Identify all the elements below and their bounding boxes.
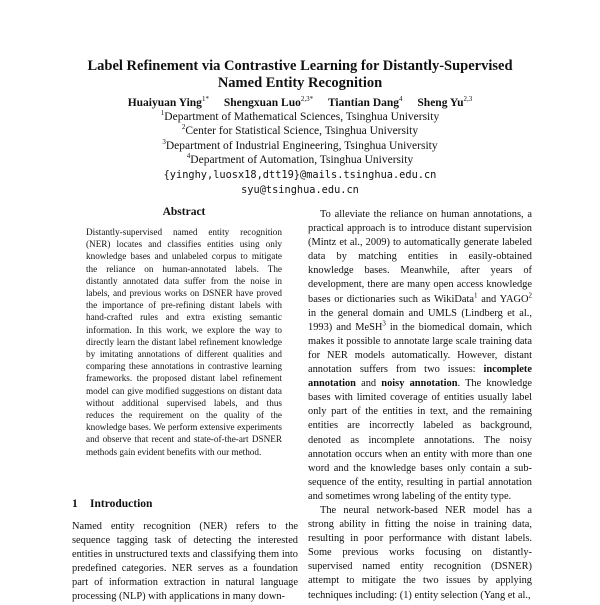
affiliation [0,139,600,153]
paper-title [0,58,600,92]
author-sup: 1* [201,95,209,104]
title-line-1: Label Refinement via Contrastive Learning for Distantly-Supervised [87,58,513,74]
paragraph: The neural network-based NER model has a strong ability in fitting the noise in training data, resulting in poor performance with distant labels. Some previous works focusing on distantly-supervised named entity recognition (DSNER) attempt to mitigate the two issues by applying techniques including: (1) entity selection (Yang et al., [308,504,532,601]
email-line-1: {yinghy,luosx18,dtt19}@mails.tsinghua.edu.cn [163,169,437,181]
text-run: in the general domain and UMLS (Lindberg et al., 1993) and MeSH [308,307,532,333]
footnote-mark: 2 [528,291,532,300]
author-sup: 2,3 [463,95,473,104]
bold-term: noisy annotation [381,378,458,390]
right-column [308,208,532,603]
affiliation-num: 1 [160,109,165,118]
text-run: in the biomedical domain, which makes it possible to annotate large scale training data for NER models automatically. However, distant annotation suffers from two issues: [308,321,532,376]
abstract-text: Distantly-supervised named entity recognition (NER) locates and classifies entities using only knowledge bases and unlabeled corpus to mitigate the reliance on human-annotated labels. The distantly annotated data suffer from the noise in labels, and previous works on DSNER have proved the importance of pre-refining distant labels with hand-crafted rules and extra existing semantic information. In this work, we explore the way to directly learn the distant label refinement knowledge by imitating annotations of different qualities and comparing these annotations in contrastive learning frameworks. the proposed distant label refinement model can give modified suggestions on distant data without additional supervised labels, and thus reduces the requirement on the quality of the knowledge bases. We perform extensive experiments and observe that recent and state-of-the-art DSNER methods gain evident benefits with our method. [86,227,282,457]
affiliation [0,110,600,124]
affiliation [0,153,600,167]
author-name: Huaiyuan Ying [127,97,202,109]
affiliation-list [0,110,600,168]
introduction-text: Named entity recognition (NER) refers to the sequence tagging task of detecting the interested entities in unstructured texts and classifying them into predefined categories. NER serves as a foundation part of information extraction in natural language processing (NLP) with applications in many down- [72,521,298,603]
author-list [0,96,600,110]
affiliation-text: Center for Statistical Science, Tsinghua University [185,125,419,138]
text-run: To alleviate the reliance on human annotations, a practical approach is to introduce distant supervision (Mintz et al., 2009) to automatically generate labeled data by matching entities in easily-obtained knowledge bases. Meanwhile, after years of development, there are many open access knowledge bases or dictionaries such as WikiData [308,209,532,305]
author [417,97,472,109]
email-block [0,168,600,198]
affiliation-num: 2 [181,123,186,132]
author [224,97,313,109]
email-line-2: syu@tsinghua.edu.cn [241,184,359,196]
bold-term: incomplete annotation [308,364,532,390]
affiliation-text: Department of Automation, Tsinghua University [190,154,414,167]
affiliation-text: Department of Mathematical Sciences, Tsinghua University [164,111,440,123]
abstract-heading: Abstract [162,206,206,218]
title-line-2: Named Entity Recognition [217,75,383,91]
section-heading-introduction [72,498,292,510]
text-run: and YAGO [477,293,529,305]
author-sup: 4 [399,95,403,104]
affiliation [0,124,600,138]
section-number: 1 [72,498,78,510]
text-run: . The knowledge bases with limited coverage of entities usually label only part of the entities in text, and the remaining entities are incorrectly labeled as background, denoted as incomplete annotations. The noisy annotation occurs when an entity with more than one word and the knowledge bases only contain a sub-sequence of the entity, resulting in partial annotation and sometimes wrong labeling of the entity type. [308,378,533,502]
section-title: Introduction [90,498,153,510]
author-name: Tiantian Dang [327,97,400,109]
affiliation-num: 4 [186,152,191,161]
author-name: Sheng Yu [417,97,464,109]
affiliation-text: Department of Industrial Engineering, Tsinghua University [165,139,438,152]
footnote-mark: 1 [473,291,478,300]
author-name: Shengxuan Luo [223,97,301,109]
author [328,97,403,109]
paragraph [308,208,532,504]
text-run: and [355,378,382,390]
affiliation-num: 3 [162,137,166,146]
footnote-mark: 3 [382,319,386,328]
author [128,97,209,109]
author-sup: 2,3* [300,95,314,104]
